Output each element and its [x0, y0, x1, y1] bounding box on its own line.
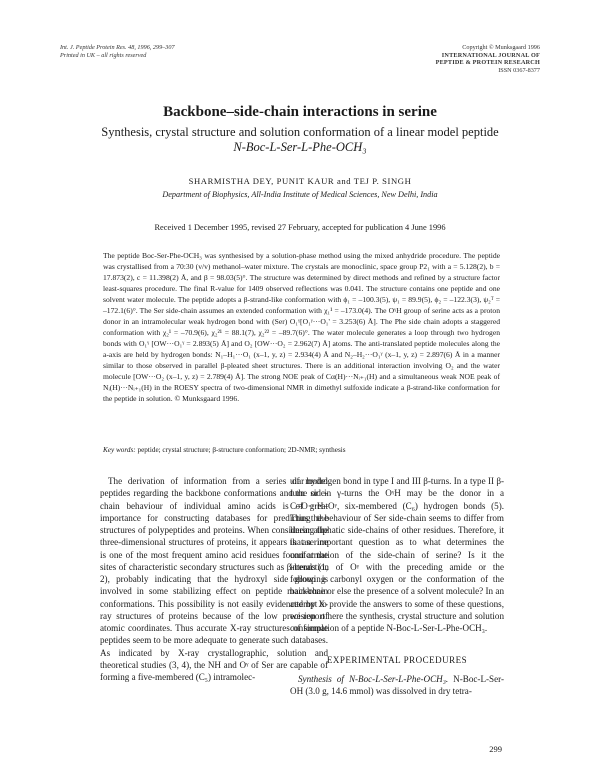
brand-line2: PEPTIDE & PROTEIN RESEARCH — [435, 59, 540, 67]
intro-continuation: ular hydrogen bond in type I and III β-turns. In a type II β-turn or in γ-turns the OᵞH may be the donor in a C=O···H–Oᵞ, six-membered (C₆) hydrogen bonds (5). Thus the behaviour of Ser side-chain seems to differ from linear aliphatic side-chains of other residues. Therefore, it is an important question as to what determines the conformation of the side-chain of serine? Is it the interaction of Oᵞ with the preceding amide or the following carbonyl oxygen or the conformation of the backbone or else the presence of a solvent molecule? In an attempt to provide the answers to some of these questions, we report here the synthesis, crystal structure and solution conformation of a peptide N-Boc-L-Ser-L-Phe-OCH₃. — [290, 476, 504, 633]
intro-paragraph: The derivation of information from a series of model peptides regarding the backbone conformations and the side-chain behaviour of individual amino acids is of great importance for constructing databases for predicting the structures of polypeptides and proteins. When considering the three-dimensional structures of proteins, it appears that serine is one of the most frequent amino acid residues found at the sites of characteristic secondary structures such as β-bends (1, 2), probably indicating that the hydroxyl side group is involved in some stabilizing effect on peptide main-chain conformations. This possibility is not easily evidenced by X-ray structures of proteins because of the low precision of atomic coordinates. Thus accurate X-ray structures of simple peptides seem to be more adequate to generate such databases. As indicated by X-ray crystallographic, solution and theoretical studies (3, 4), the NH and Oᵞ of Ser are capable of forming a five-membered (C₅) intramolec- — [100, 476, 328, 682]
keywords — [103, 445, 500, 455]
author-list: SHARMISTHA DEY, PUNIT KAUR and TEJ P. SINGH — [188, 176, 412, 186]
keywords-label: Key words: — [103, 446, 136, 454]
keywords-list: peptide; crystal structure; β-structure conformation; 2D-NMR; synthesis — [137, 446, 346, 454]
synthesis-label: Synthesis of N-Boc-L-Ser-L-Phe-OCH₃. — [298, 673, 449, 684]
synthesis-paragraph — [290, 673, 504, 698]
body-right-column — [290, 475, 504, 697]
abstract: The peptide Boc-Ser-Phe-OCH₃ was synthesised by a solution-phase method using the mixed anhydride procedure. The peptide was crystallised from a 70:30 (v/v) methanol–water mixture. The crystals are monoclinic, space group P2₁ with a = 5.128(2), b = 17.873(2), c = 11.398(2) Å, and β = 98.03(5)°. The structure was determined by direct methods and refined by a structure factor least-squares procedure. The final R-value for 1409 observed reflections was 0.041. The structure contains one peptide and one solvent water molecule. The peptide adopts a β-strand-like conformation with ϕ₁ = –100.3(5), ψ₁ = 89.9(5), ϕ₂ = –122.3(3), ψ₂ᵀ = –172.1(6)°. The Ser side-chain assumes an extended conformation with χ₁¹ = –173.0(4). The OᵞH group of serine acts as a proton donor in an intramolecular weak hydrogen bond with (Ser) O₁ᵞ[O₁ᵞ···O₁' = 3.253(6) Å]. The Phe side chain adopts a staggered conformation with χ₂¹ = –70.9(6), χ₂²¹ = 88.1(7), χ₂²² = –89.7(6)°. The water molecule generates a loop through two hydrogen bonds with O₁ᵞ [OW···O₁ᵞ = 2.893(5) Å] and O₂ [OW···O₂ = 2.962(7) Å] atoms. The anti-translated peptide molecules along the a-axis are held by hydrogen bonds: N₁–H₁···O₁ (x–1, y, z) = 2.934(4) Å and N₂–H₂···O₁ᵞ (x–1, y, z) = 2.897(6) Å in a manner similar to those observed in parallel β-pleated sheet structures. There is an additional interaction involving O₂ and the water molecule [OW···O₂ (x–1, y, z) = 2.789(4) Å]. The strong NOE peak of Cα(H)···Nᵢ₊₁(H) and a simultaneous weak NOE peak of Nᵢ(H)···Nᵢ₊₁(H) in the ROESY spectra of two-dimensional NMR in dimethyl sulfoxide indicate a β-strand-like conformation for the peptide in solution. © Munksgaard 1996. — [103, 251, 500, 403]
section-heading-experimental: EXPERIMENTAL PROCEDURES — [326, 655, 468, 666]
affiliation: Department of Biophysics, All-India Institute of Medical Sciences, New Delhi, India — [162, 190, 438, 199]
received-dates: Received 1 December 1995, revised 27 February, accepted for publication 4 June 1996 — [154, 223, 446, 232]
article-subtitle — [70, 125, 530, 155]
brand-line1: INTERNATIONAL JOURNAL OF — [441, 51, 540, 59]
journal-brand — [360, 44, 540, 74]
journal-citation — [60, 44, 320, 59]
copyright-line: Copyright © Munksgaard 1996 — [462, 44, 540, 51]
synthesis-text: N-Boc-L-Ser-OH (3.0 g, 14.6 mmol) was dissolved in dry tetra- — [290, 673, 504, 696]
page-number: 299 — [489, 744, 502, 754]
subtitle-line1: Synthesis, crystal structure and solution conformation of a linear model peptide — [101, 125, 499, 139]
subtitle-line2: N-Boc-L-Ser-L-Phe-OCH₃ — [233, 140, 367, 154]
journal-citation-line2: Printed in UK – all rights reserved — [60, 51, 147, 59]
article-title: Backbone–side-chain interactions in serine — [163, 104, 437, 120]
issn: ISSN 0367-8377 — [498, 66, 540, 74]
journal-citation-line1: Int. J. Peptide Protein Res. 48, 1996, 299–307 — [60, 44, 175, 51]
